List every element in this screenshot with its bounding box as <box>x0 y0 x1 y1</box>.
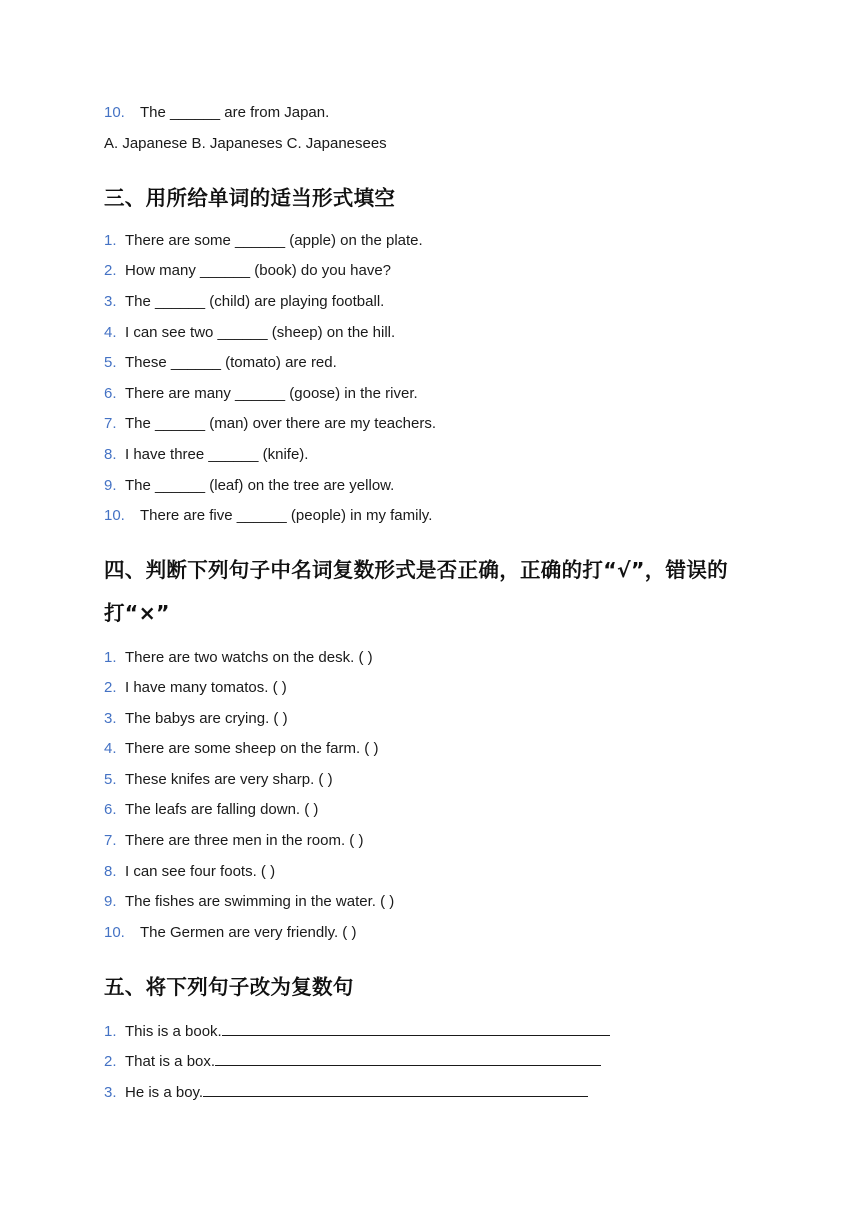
list-item <box>104 384 418 404</box>
item-number: 10. <box>104 924 125 941</box>
question-text: The ______ are from Japan. <box>140 104 330 121</box>
item-text: The fishes are swimming in the water. ( ) <box>125 893 395 910</box>
list-item <box>104 323 395 343</box>
list-item <box>104 445 308 465</box>
item-text: There are two watchs on the desk. ( ) <box>125 649 373 666</box>
list-item <box>104 1081 588 1103</box>
item-number: 8. <box>104 863 117 880</box>
item-number: 6. <box>104 801 117 818</box>
item-text: I have many tomatos. ( ) <box>125 679 287 696</box>
list-item <box>104 648 373 668</box>
item-number: 2. <box>104 1053 117 1070</box>
item-number: 4. <box>104 740 117 757</box>
list-item <box>104 892 394 912</box>
list-item <box>104 261 391 281</box>
list-item <box>104 770 333 790</box>
item-text: The babys are crying. ( ) <box>125 710 288 727</box>
answer-blank-line[interactable] <box>203 1081 588 1097</box>
list-item <box>104 506 432 526</box>
list-item <box>104 739 378 759</box>
item-text: How many ______ (book) do you have? <box>125 262 392 279</box>
item-text: There are some ______ (apple) on the plate. <box>125 232 423 249</box>
item-number: 4. <box>104 324 117 341</box>
item-number: 3. <box>104 710 117 727</box>
question-10 <box>104 103 329 123</box>
item-number: 2. <box>104 679 117 696</box>
section-3-title: 三、用所给单词的适当形式填空 <box>104 186 396 210</box>
item-number: 7. <box>104 832 117 849</box>
section-5-title: 五、将下列句子改为复数句 <box>104 975 354 999</box>
list-item <box>104 800 318 820</box>
item-number: 7. <box>104 415 117 432</box>
list-item <box>104 231 423 251</box>
item-text: The leafs are falling down. ( ) <box>125 801 319 818</box>
item-number: 2. <box>104 262 117 279</box>
item-text: I have three ______ (knife). <box>125 446 309 463</box>
item-number: 9. <box>104 477 117 494</box>
list-item <box>104 831 363 851</box>
item-number: 10. <box>104 507 125 524</box>
item-text: This is a book. <box>125 1023 222 1040</box>
item-number: 5. <box>104 771 117 788</box>
list-item <box>104 414 436 434</box>
list-item <box>104 862 275 882</box>
question-number: 10. <box>104 104 125 121</box>
item-number: 6. <box>104 385 117 402</box>
item-text: These knifes are very sharp. ( ) <box>125 771 333 788</box>
list-item <box>104 1020 610 1042</box>
item-text: The ______ (man) over there are my teachers. <box>125 415 436 432</box>
answer-blank-line[interactable] <box>215 1050 601 1066</box>
section-4-title-line-1: 四、判断下列句子中名词复数形式是否正确，正确的打“√”，错误的 <box>104 558 728 582</box>
item-text: That is a box. <box>125 1053 216 1070</box>
item-text: He is a boy. <box>125 1084 204 1101</box>
item-number: 9. <box>104 893 117 910</box>
item-text: There are three men in the room. ( ) <box>125 832 364 849</box>
item-text: There are some sheep on the farm. ( ) <box>125 740 379 757</box>
item-number: 1. <box>104 649 117 666</box>
list-item <box>104 923 356 943</box>
list-item <box>104 292 384 312</box>
answer-blank-line[interactable] <box>222 1020 610 1036</box>
item-number: 3. <box>104 293 117 310</box>
list-item <box>104 709 288 729</box>
list-item <box>104 678 287 698</box>
item-number: 8. <box>104 446 117 463</box>
item-number: 1. <box>104 1023 117 1040</box>
item-text: These ______ (tomato) are red. <box>125 354 337 371</box>
item-text: The ______ (child) are playing football. <box>125 293 385 310</box>
item-text: The Germen are very friendly. ( ) <box>140 924 357 941</box>
item-text: There are five ______ (people) in my family. <box>140 507 433 524</box>
list-item <box>104 353 337 373</box>
item-number: 3. <box>104 1084 117 1101</box>
answer-options: A. Japanese B. Japaneses C. Japanesees <box>104 135 387 152</box>
item-number: 1. <box>104 232 117 249</box>
item-number: 5. <box>104 354 117 371</box>
list-item <box>104 1050 601 1072</box>
item-text: The ______ (leaf) on the tree are yellow. <box>125 477 395 494</box>
section-4-title-line-2: 打“×” <box>104 601 170 625</box>
item-text: There are many ______ (goose) in the river. <box>125 385 418 402</box>
list-item <box>104 476 394 496</box>
item-text: I can see two ______ (sheep) on the hill. <box>125 324 396 341</box>
item-text: I can see four foots. ( ) <box>125 863 276 880</box>
